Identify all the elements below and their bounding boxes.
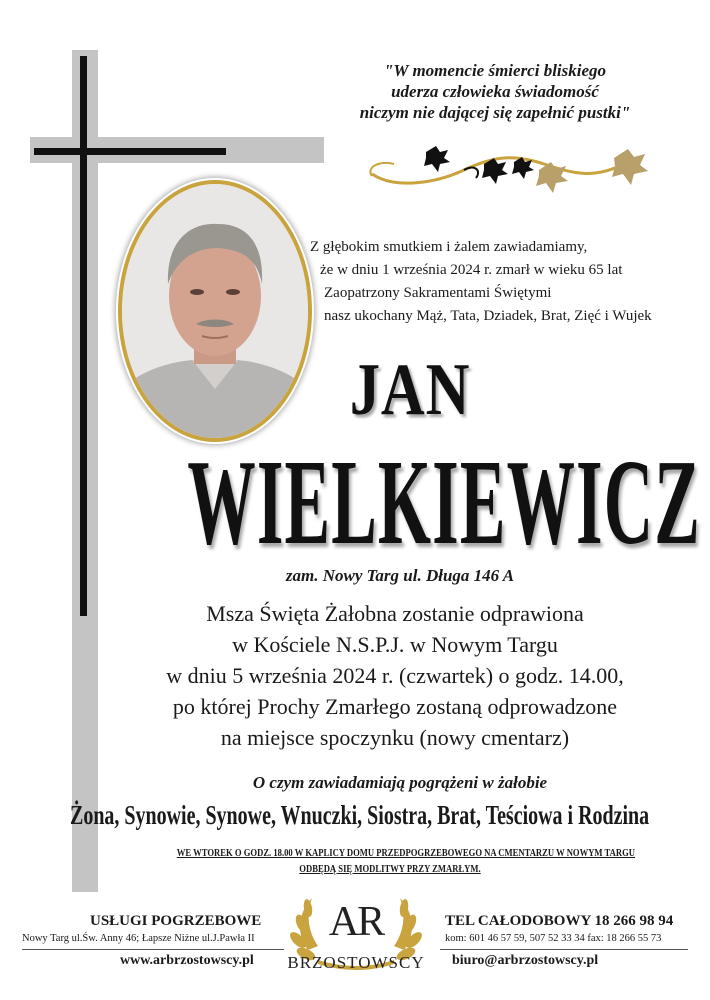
email-link[interactable]: biuro@arbrzostowscy.pl [452,953,599,968]
announcement-line-3: Zaopatrzony Sakramentami Świętymi [324,285,552,301]
mass-line-3: w dniu 5 września 2024 r. (czwartek) o godz. 14.00, [166,663,624,688]
cross-vertical-beam [80,56,87,616]
funeral-services-address: Nowy Targ ul.Św. Anny 46; Łapsze Niżne ul.J.Pawła II [22,933,255,944]
quote-line-1: "W momencie śmierci bliskiego [383,61,607,80]
footer-divider-left [22,949,284,950]
deceased-portrait [118,180,312,442]
vigil-line-1: WE WTOREK O GODZ. 18.00 W KAPLICY DOMU PRZEDPOGRZEBOWEGO NA CMENTARZU W NOWYM TARGU [176,848,636,859]
deceased-address: zam. Nowy Targ ul. Długa 146 A [285,566,515,585]
vigil-notice [176,846,636,878]
death-announcement [310,236,700,328]
mass-line-2: w Kościele N.S.P.J. w Nowym Targu [232,632,558,657]
funeral-mass-info [90,598,700,753]
deceased-first-name: JAN [349,349,471,431]
mourners-list: Żona, Synowie, Synowe, Wnuczki, Siostra, Brat, Teściowa i Rodzina [70,800,650,830]
mourners-intro: O czym zawiadamiają pogrążeni w żałobie [252,773,548,792]
announcement-line-4: nasz ukochany Mąż, Tata, Dziadek, Brat, Zięć i Wujek [324,308,652,324]
cross-horizontal-beam [34,148,226,155]
announcement-line-1: Z głębokim smutkiem i żalem zawiadamiamy, [310,239,588,255]
website-link[interactable]: www.arbrzostowscy.pl [120,953,254,968]
quote-line-3: niczym nie dającej się zapełnić pustki" [359,103,631,122]
mass-line-4: po której Prochy Zmarłego zostaną odprowadzone [172,694,618,719]
phone-24h-title: TEL CAŁODOBOWY 18 266 98 94 [445,913,674,929]
logo-company-name: BRZOSTOWSCY [287,953,425,972]
funeral-services-title: USŁUGI POGRZEBOWE [90,913,262,929]
footer-divider-right [440,949,688,950]
mass-line-1: Msza Święta Żałobna zostanie odprawiona [206,601,584,626]
mobile-fax-numbers: kom: 601 46 57 59, 507 52 33 34 fax: 18 266 55 73 [445,933,662,944]
quote-line-2: uderza człowieka świadomość [391,82,599,101]
mass-line-5: na miejsce spoczynku (nowy cmentarz) [220,725,570,750]
announcement-line-2: że w dniu 1 września 2024 r. zmarł w wieku 65 lat [320,262,623,278]
logo-letters: AR [328,899,384,945]
portrait-figure [122,184,308,438]
ivy-ornament [364,134,676,200]
vigil-line-2: ODBĘDĄ SIĘ MODLITWY PRZY ZMARŁYM. [299,864,481,875]
memorial-quote [300,60,690,123]
deceased-last-name: WIELKIEWICZ [187,435,701,570]
